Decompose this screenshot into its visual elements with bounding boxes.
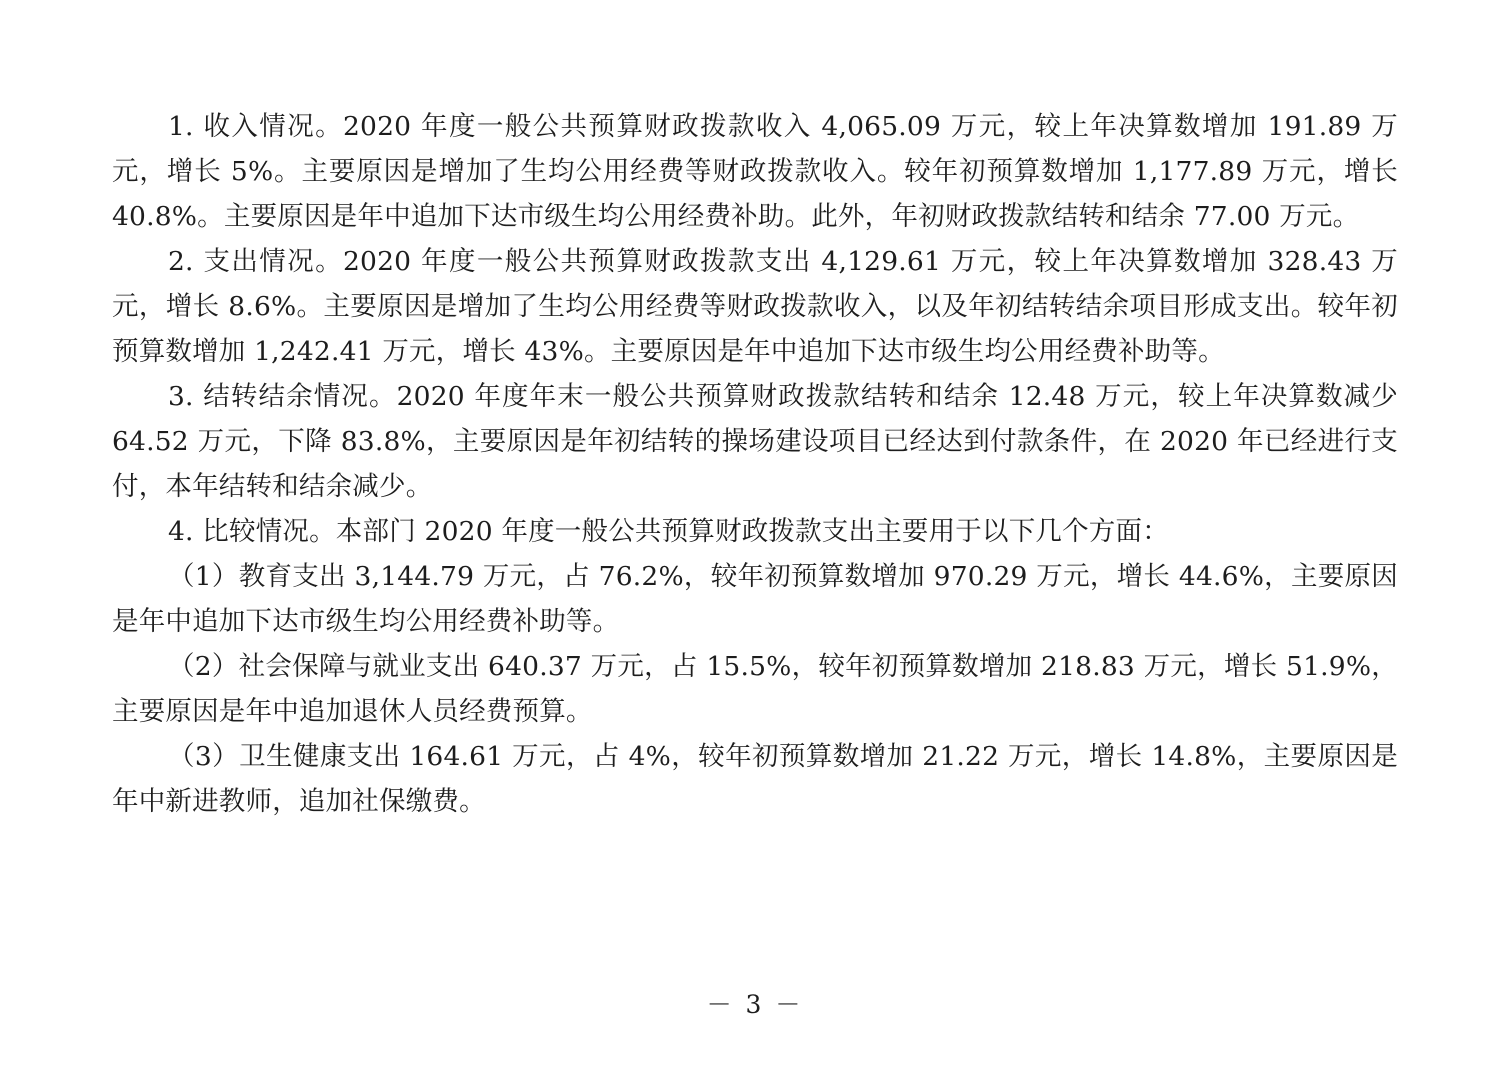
paragraph-education-expenditure: （1）教育支出 3,144.79 万元，占 76.2%，较年初预算数增加 970.29 万元，增长 44.6%，主要原因是年中追加下达市级生均公用经费补助等。 bbox=[112, 561, 1398, 637]
paragraph-comparison-intro: 4. 比较情况。本部门 2020 年度一般公共预算财政拨款支出主要用于以下几个方面： bbox=[168, 516, 1169, 547]
paragraph-health-expenditure: （3）卫生健康支出 164.61 万元，占 4%，较年初预算数增加 21.22 万元，增长 14.8%，主要原因是年中新进教师，追加社保缴费。 bbox=[112, 741, 1398, 817]
paragraph-income: 1. 收入情况。2020 年度一般公共预算财政拨款收入 4,065.09 万元，较上年决算数增加 191.89 万元，增长 5%。主要原因是增加了生均公用经费等财政拨款收入。较年初预算数增加 1,177.89 万元，增长 40.8%。主要原因是年中追加下达市级生均公用经费补助。此外，年初财政拨款结转和结余 77.00 万元。 bbox=[112, 111, 1398, 232]
paragraph-social-security-expenditure: （2）社会保障与就业支出 640.37 万元，占 15.5%，较年初预算数增加 218.83 万元，增长 51.9%，主要原因是年中追加退休人员经费预算。 bbox=[112, 651, 1398, 727]
page-number: － 3 － bbox=[706, 990, 804, 1019]
document-body bbox=[112, 104, 1398, 824]
paragraph-carryover: 3. 结转结余情况。2020 年度年末一般公共预算财政拨款结转和结余 12.48 万元，较上年决算数减少 64.52 万元，下降 83.8%，主要原因是年初结转的操场建设项目已经达到付款条件，在 2020 年已经进行支付，本年结转和结余减少。 bbox=[112, 381, 1398, 502]
paragraph-expenditure: 2. 支出情况。2020 年度一般公共预算财政拨款支出 4,129.61 万元，较上年决算数增加 328.43 万元，增长 8.6%。主要原因是增加了生均公用经费等财政拨款收入，以及年初结转结余项目形成支出。较年初预算数增加 1,242.41 万元，增长 43%。主要原因是年中追加下达市级生均公用经费补助等。 bbox=[112, 246, 1398, 367]
